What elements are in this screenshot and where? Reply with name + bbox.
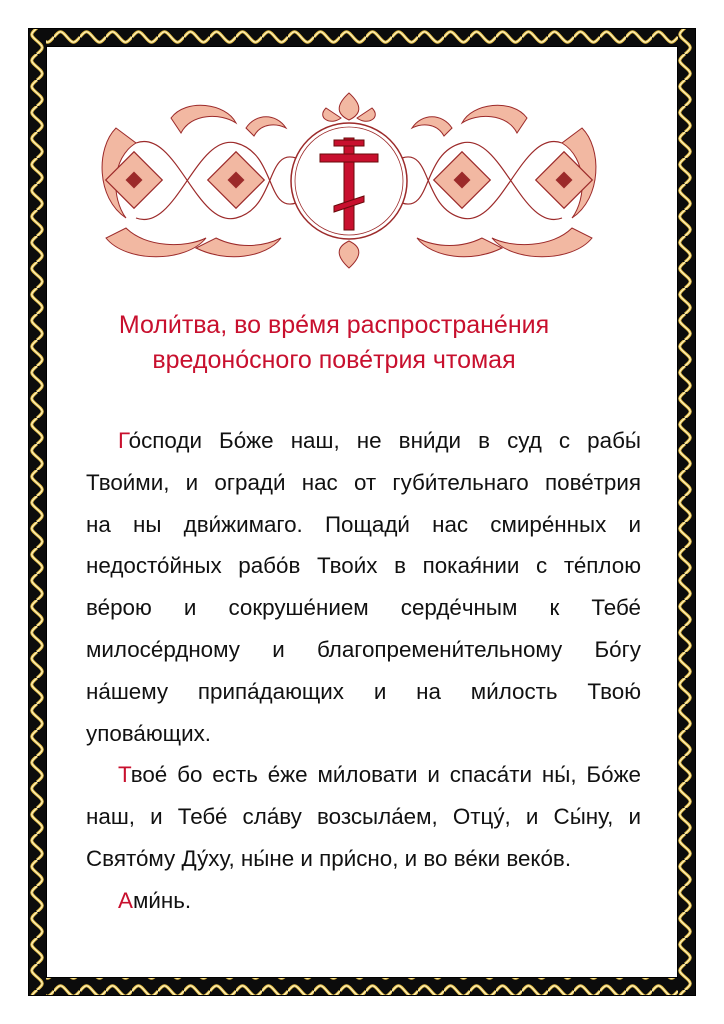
drop-initial: А: [118, 887, 133, 913]
text-line: упова́ющих.: [86, 720, 212, 746]
title-line-2: вредоно́сного пове́трия чтомая: [152, 346, 516, 374]
drop-initial: Т: [118, 762, 131, 788]
paragraph-3: [86, 880, 641, 922]
cross-ornament-header: [76, 88, 622, 273]
drop-initial: Г: [118, 428, 129, 453]
text-line: Твое́ бо есть е́же ми́ловати и спаса́ти ны́, Бо́же: [118, 762, 641, 788]
prayer-title: [56, 308, 612, 378]
text-line: на ны дви́жимаго. Пощади́ нас смире́нных и: [86, 511, 641, 537]
prayer-text: [86, 420, 641, 922]
paragraph-1: [86, 420, 641, 754]
text-line: Твои́ми, и огради́ нас от губи́тельнаго пове́трия: [86, 469, 641, 495]
text-line: наш, и Тебе́ сла́ву возсыла́ем, Отцу́, и Сы́ну, и: [86, 804, 641, 830]
text-line: недосто́йных рабо́в Твои́х в покая́нии с те́плою: [86, 553, 641, 579]
text-line: ве́рою и сокруше́нием серде́чным к Тебе́: [86, 595, 641, 621]
text-line: на́шему припа́дающих и на ми́лость Твою́: [86, 678, 641, 704]
text-line: милосе́рдному и благопремени́тельному Бо́гу: [86, 636, 641, 662]
paragraph-2: [86, 754, 641, 879]
text-line: Го́споди Бо́же наш, не вни́ди в суд с рабы́: [118, 428, 641, 453]
text-line: Ами́нь.: [118, 887, 192, 913]
text-line: Свято́му Ду́ху, ны́не и при́сно, и во ве́ки веко́в.: [86, 845, 572, 871]
title-line-1: Моли́тва, во вре́мя распростране́ния: [118, 311, 550, 339]
